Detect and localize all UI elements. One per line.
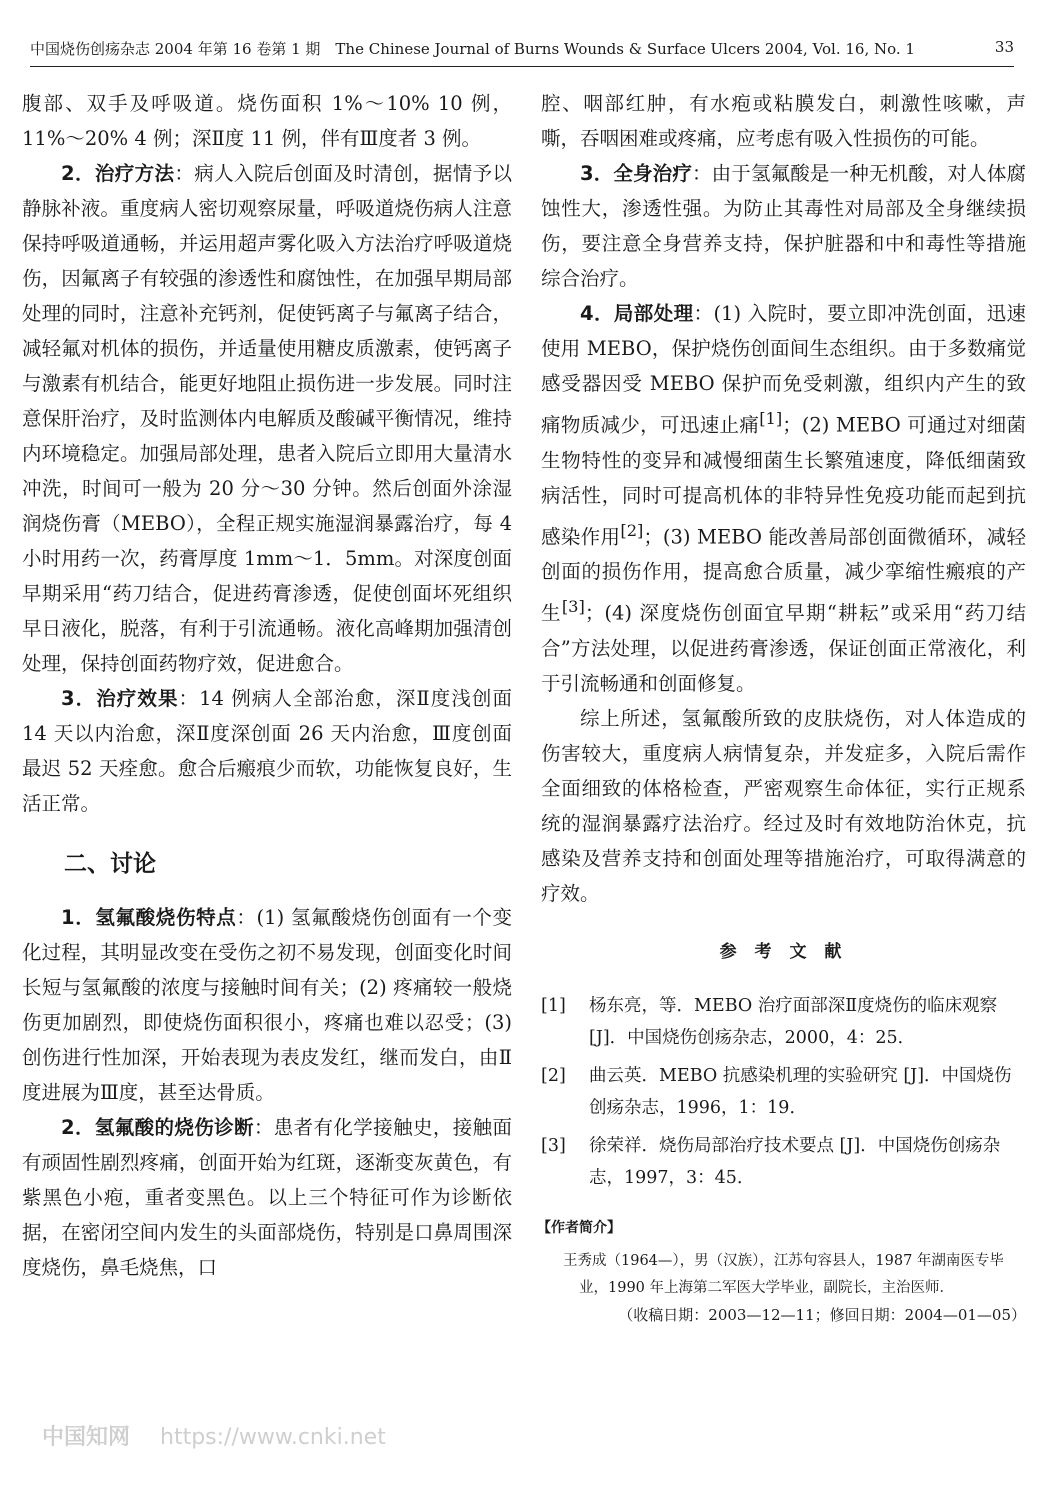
subheading-burn-features: 1．氢氟酸烧伤特点	[61, 906, 237, 929]
citation-link[interactable]: [1]	[759, 409, 783, 428]
paragraph-systemic-treatment	[541, 156, 1026, 296]
reference-item	[541, 1060, 1026, 1124]
paragraph-local-treatment	[541, 296, 1026, 701]
paragraph-body: ：14 例病人全部治愈，深Ⅱ度浅创面 14 天以内治愈，深Ⅱ度深创面 26 天内治愈，Ⅲ度创面最迟 52 天痊愈。愈合后瘢痕少而软，功能恢复良好，生活正常。	[22, 687, 512, 815]
paragraph-burn-features	[22, 900, 512, 1110]
references-heading: 参 考 文 献	[719, 941, 848, 962]
received-revised-dates: （收稿日期：2003—12—11；修回日期：2004—01—05）	[618, 1305, 1026, 1324]
journal-running-head: 中国烧伤创疡杂志 2004 年第 16 卷第 1 期 The Chinese Journal of Burns Wounds & Surface Ulcers 2004, Vol. 16, No. 1	[30, 40, 915, 58]
subheading-local-treatment: 4．局部处理	[580, 302, 694, 325]
reference-text: 徐荣祥．烧伤局部治疗技术要点 [J]．中国烧伤创疡杂志，1997，3：45．	[589, 1135, 1001, 1188]
reference-number: [3]	[541, 1135, 566, 1156]
paragraph-body: ：由于氢氟酸是一种无机酸，对人体腐蚀性大，渗透性强。为防止其毒性对局部及全身继续损伤，要注意全身营养支持，保护脏器和中和毒性等措施综合治疗。	[541, 162, 1026, 290]
reference-item	[541, 990, 1026, 1054]
paragraph-continued: 腹部、双手及呼吸道。烧伤面积 1%～10% 10 例，11%～20% 4 例；深Ⅱ度 11 例，伴有Ⅲ度者 3 例。	[22, 92, 512, 150]
paragraph-burn-diagnosis	[22, 1110, 512, 1285]
citation-link[interactable]: [3]	[561, 597, 585, 616]
paragraph-conclusion: 综上所述，氢氟酸所致的皮肤烧伤，对人体造成的伤害较大，重度病人病情复杂，并发症多，入院后需作全面细致的体格检查，严密观察生命体征，实行正规系统的湿润暴露疗法治疗。经过及时有效地防治休克，抗感染及营养支持和创面处理等措施治疗，可取得满意的疗效。	[541, 706, 1026, 905]
paragraph-treatment-results	[22, 681, 512, 821]
reference-text: 曲云英．MEBO 抗感染机理的实验研究 [J]．中国烧伤创疡杂志，1996，1：19．	[589, 1065, 1012, 1118]
paragraph-body: ；(3) MEBO 能改善局部创面微循环，减轻创面的损伤作用，提高愈合质量，减少挛缩性瘢痕的产生	[541, 525, 1026, 625]
subheading-systemic-treatment: 3．全身治疗	[580, 162, 692, 185]
reference-item	[541, 1130, 1026, 1194]
paragraph-continued: 腔、咽部红肿，有水疱或粘膜发白，刺激性咳嗽，声嘶，吞咽困难或疼痛，应考虑有吸入性损伤的可能。	[541, 92, 1026, 150]
reference-number: [2]	[541, 1065, 566, 1086]
cnki-brand: 中国知网	[42, 1425, 131, 1450]
paragraph-treatment-methods	[22, 156, 512, 681]
section-title-discussion: 二、讨论	[64, 851, 156, 877]
running-header	[30, 36, 1014, 67]
paragraph-body: ；(4) 深度烧伤创面宜早期“耕耘”或采用“药刀结合”方法处理，以促进药膏渗透，保证创面正常液化，利于引流畅通和创面修复。	[541, 601, 1026, 695]
paragraph-body: ：(1) 入院时，要立即冲洗创面，迅速使用 MEBO，保护烧伤创面间生态组织。由于多数痛觉感受器因受 MEBO 保护而免受刺激，组织内产生的致痛物质减少，可迅速止痛	[541, 302, 1026, 437]
author-bio: 王秀成（1964—），男（汉族），江苏句容县人，1987 年湖南医专毕业，1990 年上海第二军医大学毕业，副院长，主治医师．	[563, 1252, 1004, 1296]
page-number: 33	[994, 38, 1014, 56]
subheading-burn-diagnosis: 2．氢氟酸的烧伤诊断	[61, 1116, 254, 1139]
paragraph-body: ：(1) 氢氟酸烧伤创面有一个变化过程，其明显改变在受伤之初不易发现，创面变化时间长短与氢氟酸的浓度与接触时间有关；(2) 疼痛较一般烧伤更加剧烈，即使烧伤面积很小，疼痛也难以忍受；(3) 创伤进行性加深，开始表现为表皮发红，继而发白，由Ⅱ度进展为Ⅲ度，甚至达骨质。	[22, 906, 512, 1104]
cnki-watermark	[42, 1420, 386, 1451]
cnki-url[interactable]: https://www.cnki.net	[160, 1425, 386, 1450]
paragraph-body: ：病人入院后创面及时清创，据情予以静脉补液。重度病人密切观察尿量，呼吸道烧伤病人注意保持呼吸道通畅，并运用超声雾化吸入方法治疗呼吸道烧伤，因氟离子有较强的渗透性和腐蚀性，在加强早期局部处理的同时，注意补充钙剂，促使钙离子与氟离子结合，减轻氟对机体的损伤，并适量使用糖皮质激素，使钙离子与激素有机结合，能更好地阻止损伤进一步发展。同时注意保肝治疗，及时监测体内电解质及酸碱平衡情况，维持内环境稳定。加强局部处理，患者入院后立即用大量清水冲洗，时间可一般为 20 分～30 分钟。然后创面外涂湿润烧伤膏（MEBO），全程正规实施湿润暴露治疗，每 4 小时用药一次，药膏厚度 1mm～1．5mm。对深度创面早期采用“药刀结合，促进药膏渗透，促使创面坏死组织早日液化，脱落，有利于引流通畅。液化高峰期加强清创处理，保持创面药物疗效，促进愈合。	[22, 162, 512, 675]
paragraph-body: ；(2) MEBO 可通过对细菌生物特性的变异和减慢细菌生长繁殖速度，降低细菌致病活性，同时可提高机体的非特异性免疫功能而起到抗感染作用	[541, 413, 1026, 548]
paragraph-body: ：患者有化学接触史，接触面有顽固性剧烈疼痛，创面开始为红斑，逐渐变灰黄色，有紫黑色小疱，重者变黑色。以上三个特征可作为诊断依据，在密闭空间内发生的头面部烧伤，特别是口鼻周围深度烧伤，鼻毛烧焦，口	[22, 1116, 512, 1279]
reference-text: 杨东亮，等．MEBO 治疗面部深Ⅱ度烧伤的临床观察 [J]．中国烧伤创疡杂志，2000，4：25．	[589, 995, 998, 1048]
right-column	[537, 86, 1026, 1329]
author-heading: 【作者简介】	[537, 1219, 621, 1236]
subheading-treatment-results: 3．治疗效果	[61, 687, 179, 710]
left-column	[22, 86, 512, 1285]
citation-link[interactable]: [2]	[620, 520, 644, 540]
subheading-treatment-methods: 2．治疗方法	[61, 162, 175, 185]
reference-number: [1]	[541, 995, 566, 1016]
